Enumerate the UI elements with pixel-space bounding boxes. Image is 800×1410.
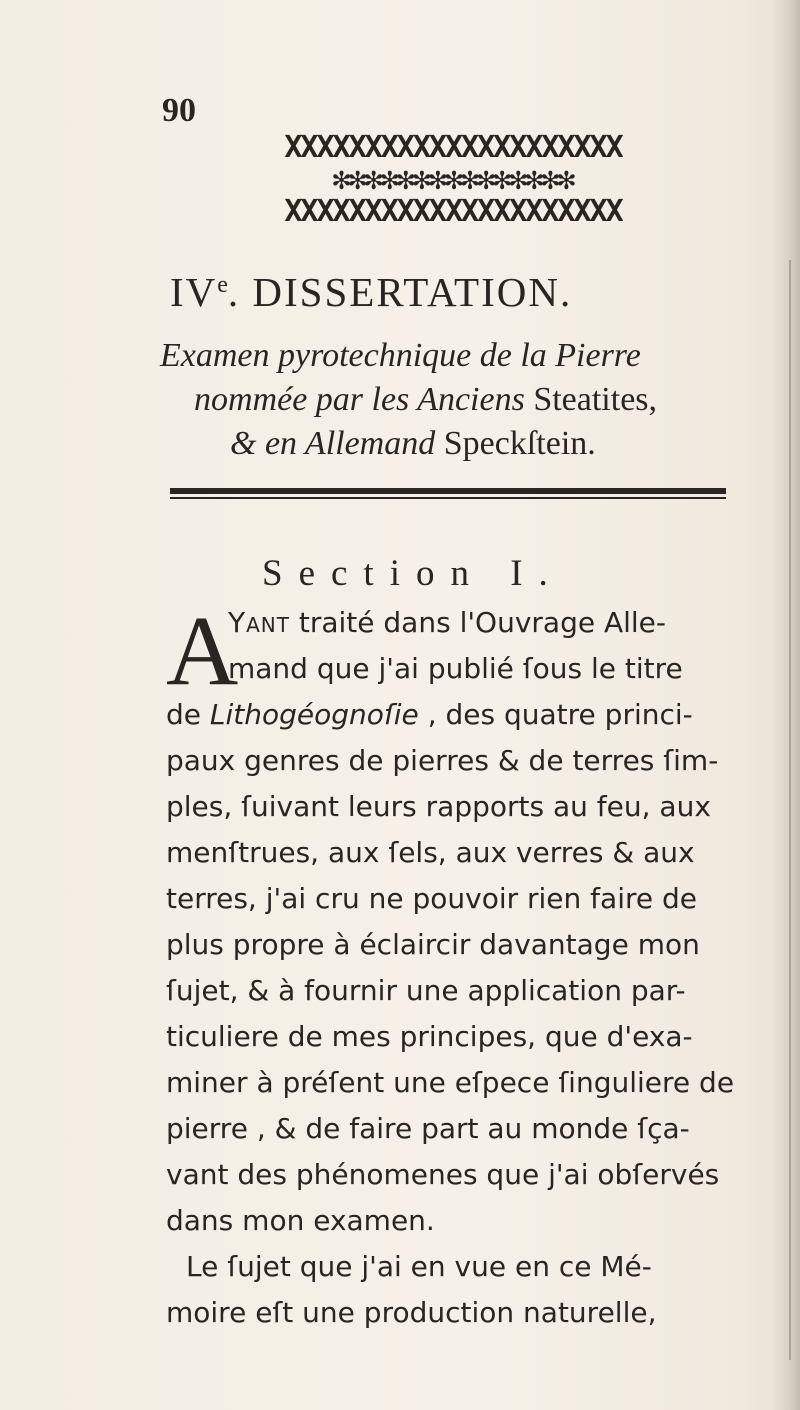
- body-line-4: paux genres de pierres & de terres ſim-: [166, 744, 719, 777]
- subtitle-line-3-italic: en Allemand: [264, 425, 436, 462]
- body-line-9: ſujet, & à fournir une application par-: [166, 974, 686, 1007]
- divider-thin: [170, 497, 726, 499]
- body-line-1-rest: traité dans l'Ouvrage Alle-: [289, 606, 667, 639]
- subtitle-line-1: Examen pyrotechnique de la Pierre: [160, 337, 641, 374]
- subtitle-line-3-amp: &: [230, 425, 265, 462]
- body-line-5: ples, ſuivant leurs rapports au feu, aux: [166, 790, 711, 823]
- page-edge-line: [789, 260, 791, 1360]
- heading-superscript: e: [217, 272, 228, 298]
- body-line-3-pre: de: [166, 698, 210, 731]
- body-line-15: Le ſujet que j'ai en vue en ce Mé-: [186, 1250, 652, 1283]
- body-line-3-italic: Lithogéognoſie: [209, 698, 419, 731]
- section-title: Section I.: [262, 553, 564, 594]
- subtitle-line-2-roman: Steatites,: [524, 381, 658, 418]
- ornament-row-middle: ✻✻✻✻✻✻✻✻✻✻✻✻✻✻✻: [332, 164, 574, 196]
- body-line-1: [166, 600, 736, 646]
- body-line-7: terres, j'ai cru ne pouvoir rien faire de: [166, 882, 698, 915]
- subtitle-line-2-italic: nommée par les Anciens: [194, 381, 525, 418]
- drop-cap: A: [166, 595, 239, 706]
- dissertation-subtitle: [160, 334, 740, 466]
- page-number: 90: [162, 92, 196, 129]
- body-line-1-smallcaps: Yant: [228, 606, 290, 639]
- divider-thick: [170, 488, 726, 494]
- ornament-row-top: XXXXXXXXXXXXXXXXXXXXX: [284, 132, 622, 164]
- body-line-12: pierre , & de faire part au monde ſça-: [166, 1112, 690, 1145]
- body-line-3-post: , des quatre princi-: [418, 698, 693, 731]
- body-line-6: menſtrues, aux ſels, aux verres & aux: [166, 836, 695, 869]
- body-line-3: [166, 692, 736, 738]
- subtitle-line-3-roman: Speckſtein.: [435, 425, 596, 462]
- body-line-2: mand que j'ai publié ſous le titre: [228, 652, 683, 685]
- subtitle-line-3: [160, 422, 740, 466]
- subtitle-line-2: [160, 378, 740, 422]
- body-paragraph: [166, 595, 736, 1336]
- body-line-13: vant des phénomenes que j'ai obſervés: [166, 1158, 720, 1191]
- body-line-11: miner à préſent une eſpece ſinguliere de: [166, 1066, 735, 1099]
- dissertation-heading: [170, 268, 730, 316]
- heading-numeral: IV: [170, 269, 218, 315]
- page-edge-shadow: [772, 0, 800, 1410]
- body-line-16: moire eſt une production naturelle,: [166, 1296, 657, 1329]
- ornament-row-bottom: XXXXXXXXXXXXXXXXXXXXX: [284, 196, 622, 228]
- body-line-14: dans mon examen.: [166, 1204, 435, 1237]
- heading-title: . DISSERTATION.: [227, 269, 573, 315]
- body-line-10: ticuliere de mes principes, que d'exa-: [166, 1020, 693, 1053]
- body-line-8: plus propre à éclaircir davantage mon: [166, 928, 700, 961]
